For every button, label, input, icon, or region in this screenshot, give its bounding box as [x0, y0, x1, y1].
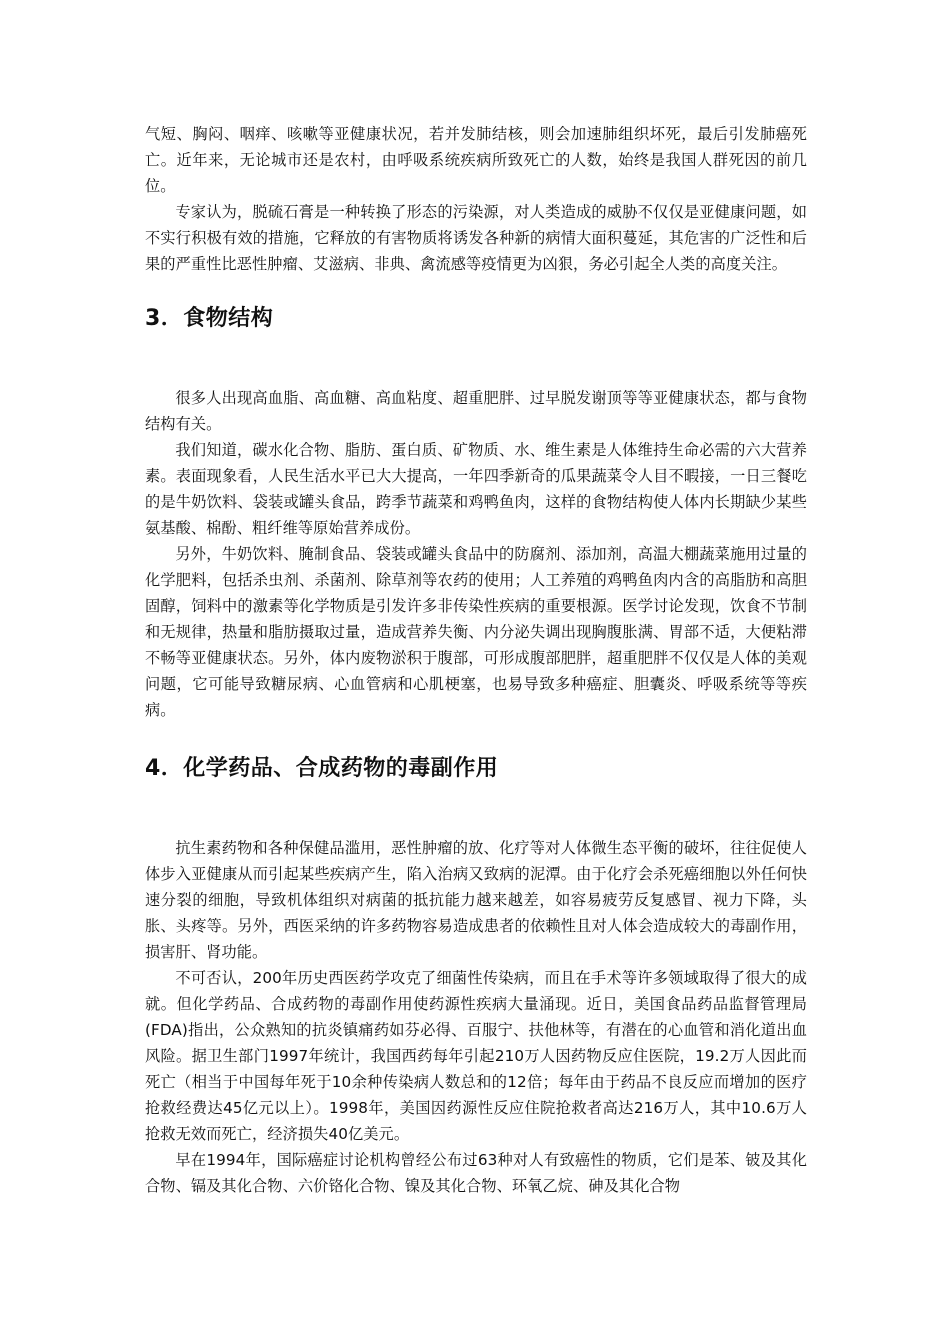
- section-heading: 3．食物结构: [145, 306, 274, 331]
- paragraph: 很多人出现高血脂、高血糖、高血粘度、超重肥胖、过早脱发谢顶等等亚健康状态，都与食物结构有关。: [145, 389, 807, 433]
- paragraph: 另外，牛奶饮料、腌制食品、袋装或罐头食品中的防腐剂、添加剂，高温大棚蔬菜施用过量的化学肥料，包括杀虫剂、杀菌剂、除草剂等农药的使用；人工养殖的鸡鸭鱼肉内含的高脂肪和高胆固醇，饲料中的激素等化学物质是引发许多非传染性疾病的重要根源。医学讨论发现，饮食不节制和无规律，热量和脂肪摄取过量，造成营养失衡、内分泌失调出现胸腹胀满、胃部不适，大便粘滞不畅等亚健康状态。另外，体内废物淤积于腹部，可形成腹部肥胖，超重肥胖不仅仅是人体的美观问题，它可能导致糖尿病、心血管病和心肌梗塞，也易导致多种癌症、胆囊炎、呼吸系统等等疾病。: [145, 545, 807, 719]
- paragraph: 不可否认，200年历史西医药学攻克了细菌性传染病，而且在手术等许多领域取得了很大的成就。但化学药品、合成药物的毒副作用使药源性疾病大量涌现。近日，美国食品药品监督管理局(FDA)指出，公众熟知的抗炎镇痛药如芬必得、百服宁、扶他林等，有潜在的心血管和消化道出血风险。据卫生部门1997年统计，我国西药每年引起210万人因药物反应住医院，19.2万人因此而死亡（相当于中国每年死于10余种传染病人数总和的12倍；每年由于药品不良反应而增加的医疗抢救经费达45亿元以上）。1998年，美国因药源性反应住院抢救者高达216万人，其中10.6万人抢救无效而死亡，经济损失40亿美元。: [145, 969, 807, 1143]
- paragraph: 专家认为，脱硫石膏是一种转换了形态的污染源，对人类造成的威胁不仅仅是亚健康问题，如不实行积极有效的措施，它释放的有害物质将诱发各种新的病情大面积蔓延，其危害的广泛性和后果的严重性比恶性肿瘤、艾滋病、非典、禽流感等疫情更为凶狠，务必引起全人类的高度关注。: [145, 203, 807, 273]
- paragraph: 气短、胸闷、咽痒、咳嗽等亚健康状况，若并发肺结核，则会加速肺组织坏死，最后引发肺癌死亡。近年来，无论城市还是农村，由呼吸系统疾病所致死亡的人数，始终是我国人群死因的前几位。: [145, 125, 807, 195]
- section-heading: 4．化学药品、合成药物的毒副作用: [145, 756, 499, 781]
- document-body: [145, 121, 807, 1199]
- paragraph: 早在1994年，国际癌症讨论机构曾经公布过63种对人有致癌性的物质，它们是苯、铍及其化合物、镉及其化合物、六价铬化合物、镍及其化合物、环氧乙烷、砷及其化合物: [145, 1151, 807, 1195]
- paragraph: 抗生素药物和各种保健品滥用，恶性肿瘤的放、化疗等对人体微生态平衡的破坏，往往促使人体步入亚健康从而引起某些疾病产生，陷入治病又致病的泥潭。由于化疗会杀死癌细胞以外任何快速分裂的细胞，导致机体组织对病菌的抵抗能力越来越差，如容易疲劳反复感冒、视力下降，头胀、头疼等。另外，西医采纳的许多药物容易造成患者的依赖性且对人体会造成较大的毒副作用，损害肝、肾功能。: [145, 839, 807, 961]
- paragraph: 我们知道，碳水化合物、脂肪、蛋白质、矿物质、水、维生素是人体维持生命必需的六大营养素。表面现象看，人民生活水平已大大提高，一年四季新奇的瓜果蔬菜令人目不暇接，一日三餐吃的是牛奶饮料、袋装或罐头食品，跨季节蔬菜和鸡鸭鱼肉，这样的食物结构使人体内长期缺少某些氨基酸、棉酚、粗纤维等原始营养成份。: [145, 441, 807, 537]
